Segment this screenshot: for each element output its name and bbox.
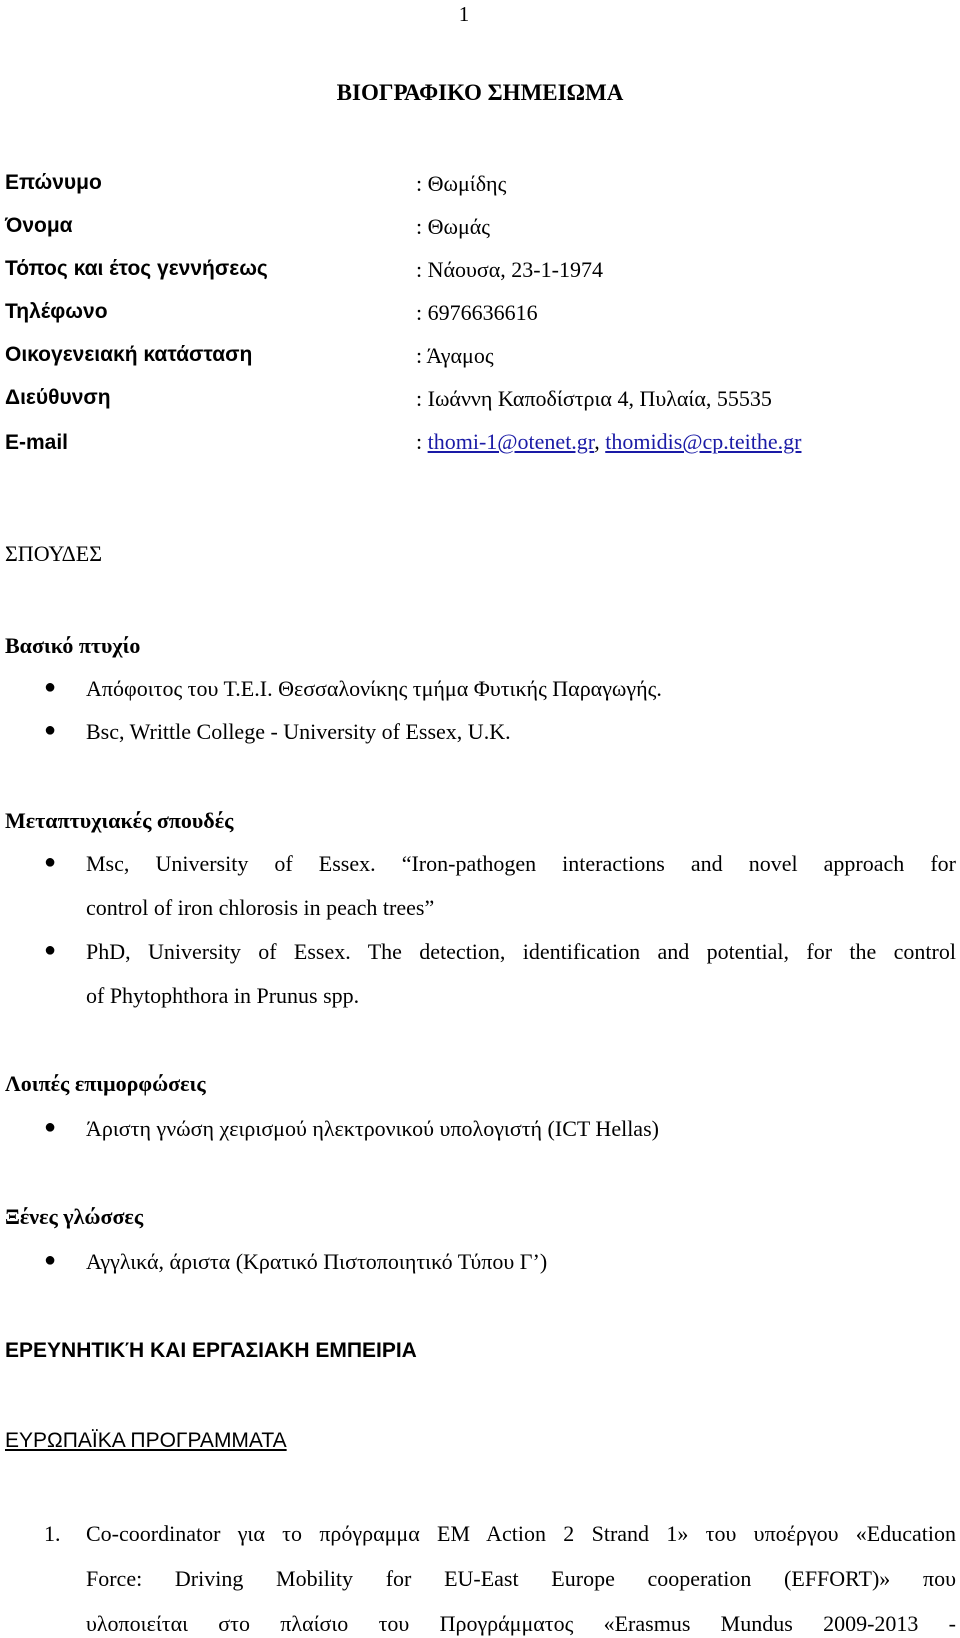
bullet-icon: ● xyxy=(44,851,57,873)
postgrad-item-line: PhD, University of Essex. The detection, identification and potential, for the control xyxy=(86,939,956,964)
bullet-icon: ● xyxy=(44,1116,57,1138)
birth-label: Τόπος και έτος γεννήσεως xyxy=(5,257,268,280)
address-label: Διεύθυνση xyxy=(5,386,111,409)
email-prefix: : xyxy=(416,429,428,454)
postgrad-item-line: Msc, University of Essex. “Iron-pathogen interactions and novel approach for xyxy=(86,851,956,876)
training-heading: Λοιπές επιμορφώσεις xyxy=(5,1071,206,1096)
training-item: Άριστη γνώση χειρισμού ηλεκτρονικού υπολογιστή (ICT Hellas) xyxy=(86,1116,659,1141)
email-value xyxy=(416,429,801,455)
postgrad-item-line: of Phytophthora in Prunus spp. xyxy=(86,983,360,1008)
european-programs-heading: ΕΥΡΩΠΑΪΚΑ ΠΡΟΓΡΑΜΜΑΤΑ xyxy=(5,1429,287,1452)
page-number: 1 xyxy=(458,2,470,26)
studies-heading: ΣΠΟΥΔΕΣ xyxy=(5,541,103,566)
bullet-icon: ● xyxy=(44,939,57,961)
document-title: ΒΙΟΓΡΑΦΙΚΟ ΣΗΜΕΙΩΜΑ xyxy=(336,80,624,105)
email-separator: , xyxy=(594,429,606,454)
firstname-value: : Θωμάς xyxy=(416,214,491,239)
phone-label: Τηλέφωνο xyxy=(5,300,108,323)
basic-degree-item: Απόφοιτος του Τ.Ε.Ι. Θεσσαλονίκης τμήμα Φυτικής Παραγωγής. xyxy=(86,676,662,701)
bullet-icon: ● xyxy=(44,676,57,698)
address-value: : Ιωάννη Καποδίστρια 4, Πυλαία, 55535 xyxy=(416,386,772,411)
postgrad-heading: Μεταπτυχιακές σπουδές xyxy=(5,808,234,833)
firstname-label: Όνομα xyxy=(5,214,73,237)
languages-item: Αγγλικά, άριστα (Κρατικό Πιστοποιητικό Τύπου Γ’) xyxy=(86,1249,548,1274)
email-link-2[interactable]: thomidis@cp.teithe.gr xyxy=(605,429,802,454)
basic-degree-heading: Βασικό πτυχίο xyxy=(5,633,141,658)
phone-value: : 6976636616 xyxy=(416,300,538,325)
basic-degree-item: Bsc, Writtle College - University of Essex, U.K. xyxy=(86,719,511,744)
email-label: E-mail xyxy=(5,431,69,454)
marital-status-label: Οικογενειακή κατάσταση xyxy=(5,343,253,366)
postgrad-item-line: control of iron chlorosis in peach trees” xyxy=(86,895,435,920)
bullet-icon: ● xyxy=(44,719,57,741)
program-number: 1. xyxy=(44,1521,61,1546)
experience-heading: ΕΡΕΥΝΗΤΙΚΉ ΚΑΙ ΕΡΓΑΣΙΑΚΗ ΕΜΠΕΙΡΙΑ xyxy=(5,1339,417,1362)
program-line: Force: Driving Mobility for EU-East Europe cooperation (EFFORT)» που xyxy=(86,1566,956,1591)
program-line: υλοποιείται στο πλαίσιο του Προγράμματος «Erasmus Mundus 2009-2013 - xyxy=(86,1611,956,1636)
program-line: Co-coordinator για το πρόγραμμα EM Action 2 Strand 1» του υποέργου «Education xyxy=(86,1521,956,1546)
marital-status-value: : Άγαμος xyxy=(416,343,494,368)
surname-value: : Θωμίδης xyxy=(416,171,507,196)
languages-heading: Ξένες γλώσσες xyxy=(5,1204,144,1229)
bullet-icon: ● xyxy=(44,1249,57,1271)
surname-label: Επώνυμο xyxy=(5,171,102,194)
email-link-1[interactable]: thomi-1@otenet.gr xyxy=(427,429,595,454)
birth-value: : Νάουσα, 23-1-1974 xyxy=(416,257,603,282)
